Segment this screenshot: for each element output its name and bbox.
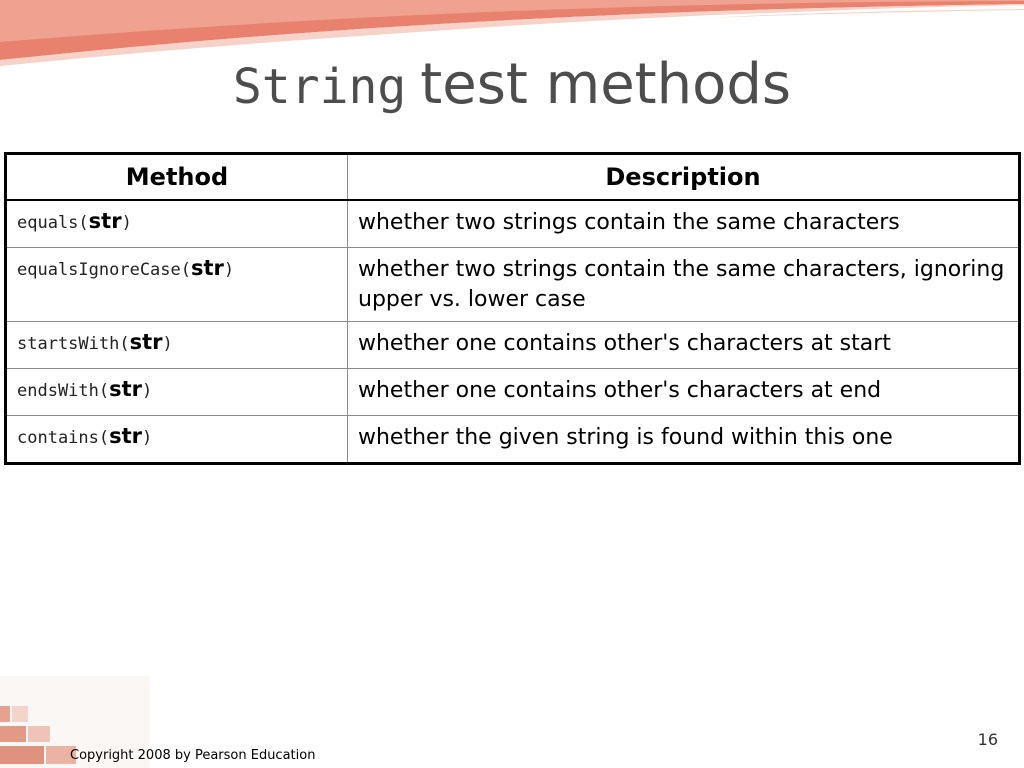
- method-name: equals(: [17, 213, 89, 233]
- table-row: [6, 416, 1020, 464]
- methods-table: [4, 152, 1021, 465]
- method-close: ): [142, 428, 153, 448]
- method-arg: str: [109, 377, 143, 401]
- method-name: equalsIgnoreCase(: [17, 260, 191, 280]
- title-code-word: String: [232, 59, 407, 115]
- method-arg: str: [88, 209, 122, 233]
- table-row: [6, 200, 1020, 248]
- method-cell: [6, 248, 348, 322]
- header-description: Description: [348, 154, 1020, 201]
- header-method: Method: [6, 154, 348, 201]
- method-arg: str: [109, 424, 143, 448]
- method-close: ): [121, 213, 132, 233]
- table-header-row: [6, 154, 1020, 201]
- page-title: [0, 52, 1024, 117]
- table-row: [6, 369, 1020, 416]
- table-row: [6, 248, 1020, 322]
- table-row: [6, 322, 1020, 369]
- method-close: ): [223, 260, 235, 280]
- method-name: contains(: [17, 428, 110, 448]
- method-cell: [6, 322, 348, 369]
- description-cell: whether two strings contain the same characters, ignoring upper vs. lower case: [348, 248, 1020, 322]
- copyright-text: Copyright 2008 by Pearson Education: [70, 748, 316, 763]
- description-cell: whether one contains other's characters at end: [348, 369, 1020, 416]
- method-cell: [6, 200, 348, 248]
- method-cell: [6, 416, 348, 464]
- page-number: 16: [977, 730, 998, 749]
- method-cell: [6, 369, 348, 416]
- description-cell: whether the given string is found within this one: [348, 416, 1020, 464]
- description-cell: whether two strings contain the same characters: [348, 200, 1020, 248]
- title-text: test methods: [420, 52, 792, 117]
- method-name: endsWith(: [17, 381, 110, 401]
- method-close: ): [142, 381, 153, 401]
- method-arg: str: [191, 256, 224, 280]
- description-cell: whether one contains other's characters at start: [348, 322, 1020, 369]
- method-close: ): [162, 334, 173, 354]
- method-arg: str: [129, 330, 163, 354]
- method-name: startsWith(: [17, 334, 130, 354]
